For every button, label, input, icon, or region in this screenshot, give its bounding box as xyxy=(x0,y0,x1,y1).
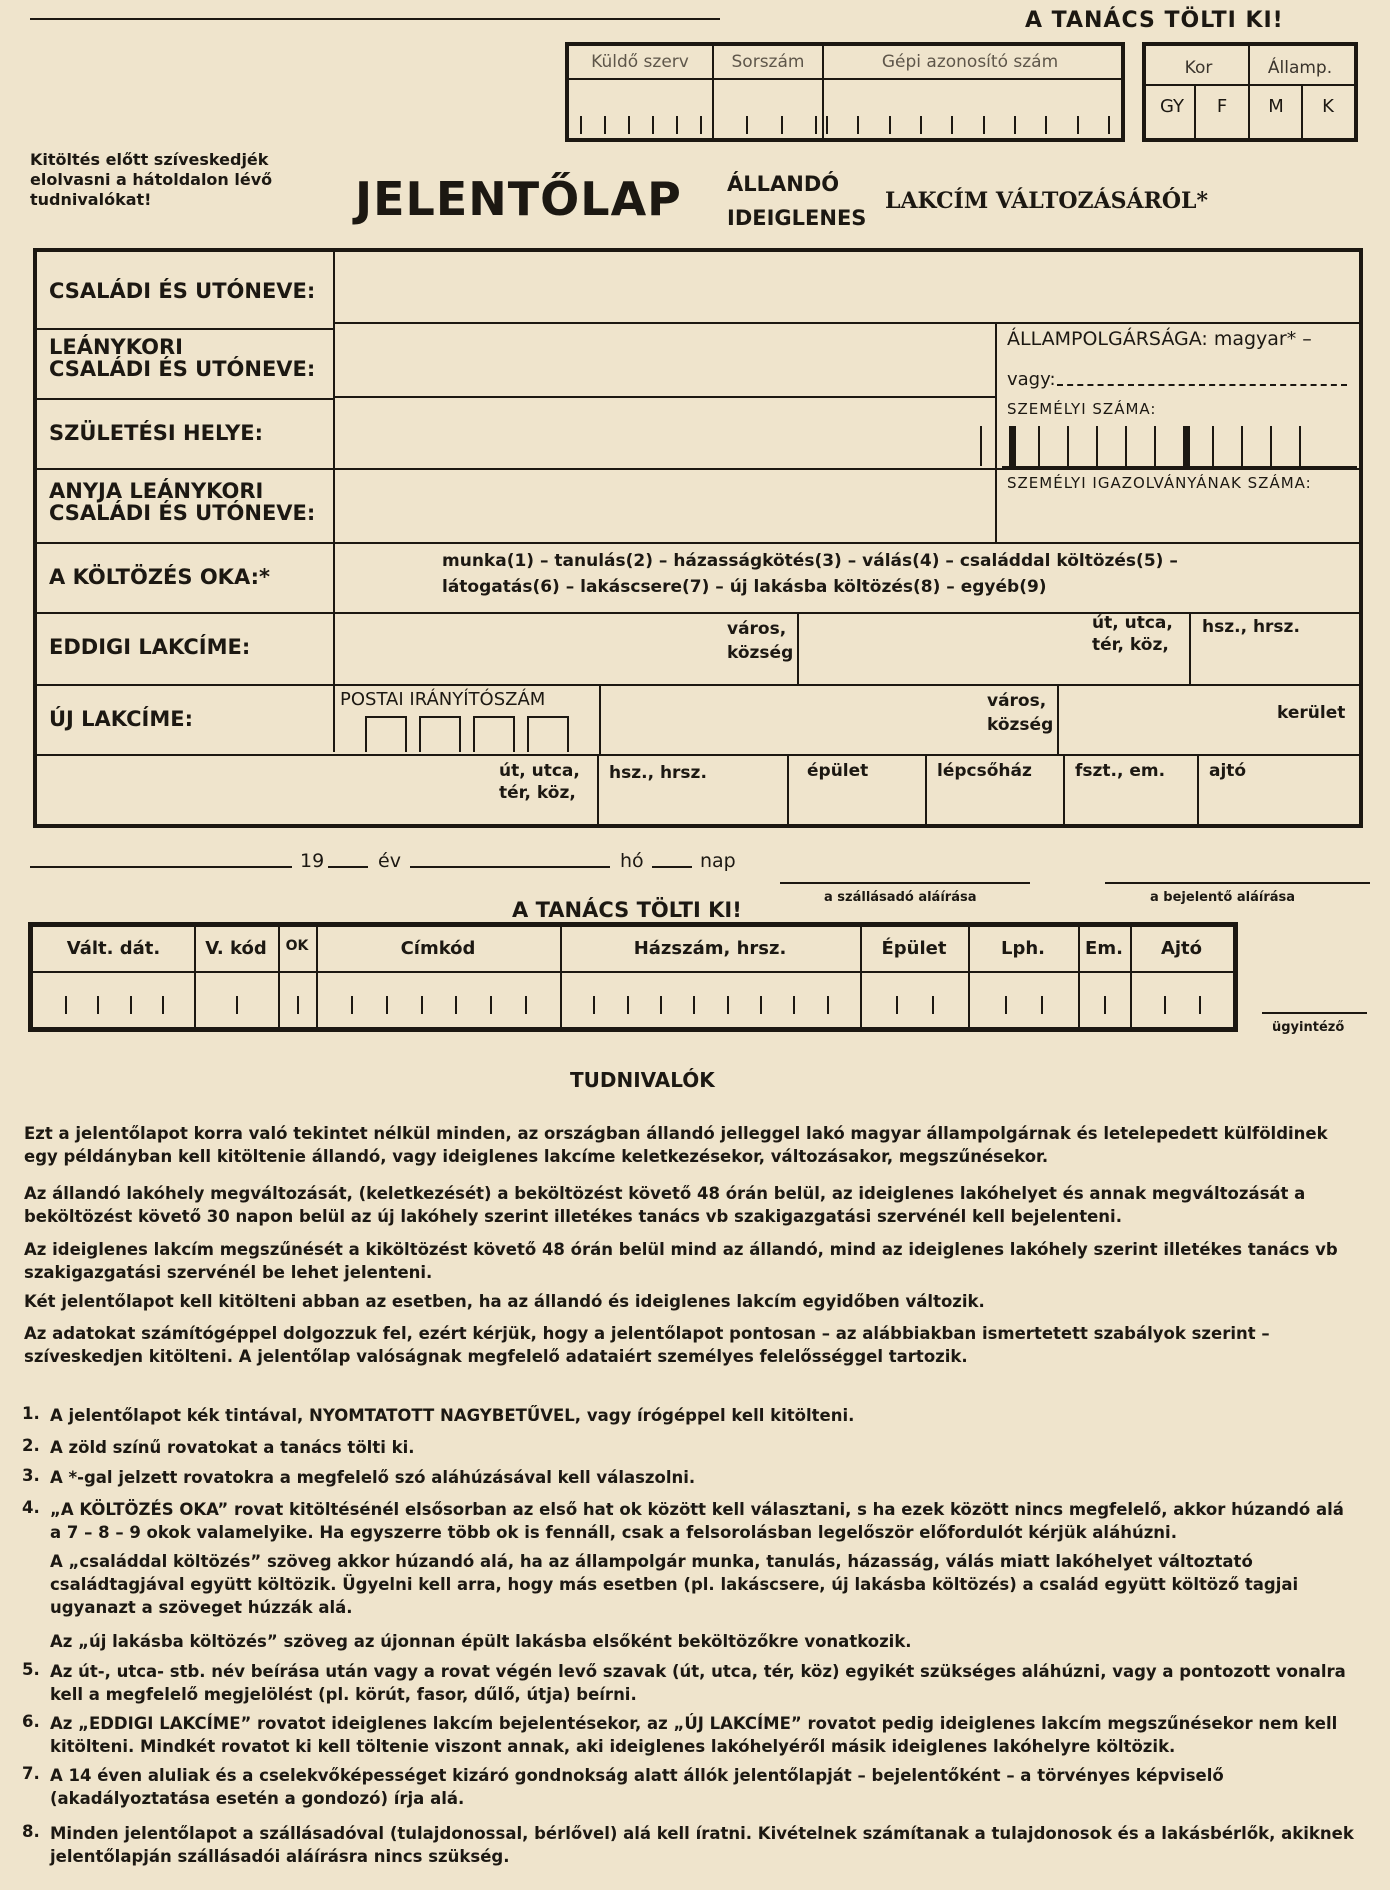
office-tick xyxy=(815,116,817,134)
bottom-col-header: Em. xyxy=(1085,938,1123,959)
bottom-tick xyxy=(490,996,492,1014)
tudnivalo-item: A jelentőlapot kék tintával, NYOMTATOTT NAGYBETŰVEL, vagy írógéppel kell kitölteni. xyxy=(50,1406,855,1425)
item-number: 1. xyxy=(22,1404,40,1423)
gy-label: GY xyxy=(1159,96,1185,117)
item-number: 4. xyxy=(22,1498,40,1517)
k-label: K xyxy=(1322,96,1334,117)
office-tick xyxy=(1077,116,1079,134)
koltozes-oka-label: A KÖLTÖZÉS OKA:* xyxy=(49,565,270,589)
eddigi-ut-1: út, utca, xyxy=(1092,613,1173,633)
uj-label: ÚJ LAKCÍME: xyxy=(49,707,194,731)
title-rest: LAKCÍM VÁLTOZÁSÁRÓL* xyxy=(885,188,1209,214)
szemelyi-tick xyxy=(1212,426,1214,466)
bottom-col-header: Ajtó xyxy=(1160,938,1203,959)
bottom-col-header: OK xyxy=(285,938,309,954)
postal-digit-box[interactable] xyxy=(473,716,515,752)
bottom-tick xyxy=(1005,996,1007,1014)
bottom-tick xyxy=(627,996,629,1014)
bottom-tick xyxy=(896,996,898,1014)
uj-hsz: hsz., hrsz. xyxy=(609,763,707,783)
uj-ut-2: tér, köz, xyxy=(499,783,576,803)
szemelyi-tick xyxy=(980,426,982,466)
bottom-tick xyxy=(932,996,934,1014)
uj-varos-1: város, xyxy=(987,691,1047,711)
szallasado-line xyxy=(780,882,1030,884)
ugyintezo-line xyxy=(1262,1012,1367,1014)
office-tick xyxy=(983,116,985,134)
office-tick xyxy=(781,116,783,134)
bottom-col-header: Épület xyxy=(881,938,947,959)
szemelyi-tick xyxy=(1009,426,1016,466)
eddigi-varos-1: város, xyxy=(727,619,787,639)
office-tick xyxy=(857,116,859,134)
office-tick xyxy=(951,116,953,134)
bottom-tick xyxy=(455,996,457,1014)
office-tick xyxy=(700,116,702,134)
tudnivalo-item: A 14 éven aluliak és a cselekvőképességet kizáró gondnokság alatt állók jelentőlapját – bejelentőként – a törvényes képviselő (akadályoztatása esetén a gondozó) írja alá. xyxy=(50,1766,1224,1808)
bottom-tick xyxy=(236,996,238,1014)
bottom-tick xyxy=(65,996,67,1014)
tudnivalo-paragraph: Az ideiglenes lakcím megszűnését a kiköltözést követő 48 órán belül mind az állandó, mind az ideiglenes lakóhely szerint illetékes tanács vb szakigazgatási szervénél be lehet jelenteni. xyxy=(24,1240,1338,1282)
tudnivalo-item: Az „EDDIGI LAKCÍME” rovatot ideiglenes lakcím bejelentésekor, az „ÚJ LAKCÍME” rovatot pedig ideiglenes lakcím megszűnésekor nem kell kitölteni. Mindkét rovatot ki kell töltenie viszont annak, aki ideiglenes lakóhelyéről másik ideiglenes lakóhelyre költözik. xyxy=(50,1714,1338,1756)
bottom-tick xyxy=(386,996,388,1014)
office-tick xyxy=(652,116,654,134)
kor-box xyxy=(1142,42,1358,142)
bottom-tick xyxy=(660,996,662,1014)
vagy-field[interactable] xyxy=(1057,384,1347,386)
bottom-col-header: V. kód xyxy=(205,938,267,959)
kor-header: Kor xyxy=(1184,58,1213,78)
koltozes-oka-options-1[interactable]: munka(1) – tanulás(2) – házasságkötés(3) – válás(4) – családdal költözés(5) – xyxy=(442,551,1178,571)
office-tick xyxy=(604,116,606,134)
sorszam-header: Sorszám xyxy=(731,52,805,72)
postal-digit-box[interactable] xyxy=(365,716,407,752)
tudnivalo-item: A *-gal jelzett rovatokra a megfelelő szó aláhúzásával kell válaszolni. xyxy=(50,1468,696,1487)
tudnivalo-paragraph: Ezt a jelentőlapot korra való tekintet nélkül minden, az országban állandó jelleggel lakó magyar állampolgárnak és letelepedett külföldinek egy példányban kell kitöltenie állandó, vagy ideiglenes lakcíme keletkezésekor, változásakor, megszűnésekor. xyxy=(24,1124,1328,1166)
szuletesi-label: SZÜLETÉSI HELYE: xyxy=(49,421,264,445)
tudnivalo-paragraph: Az adatokat számítógéppel dolgozzuk fel, ezért kérjük, hogy a jelentőlapot pontosan – az alábbiakban ismertetett szabályok szerint – szíveskedjen kitölteni. A jelentőlap valóságnak megfelelő adataiért személyes felelősséggel tartozik. xyxy=(24,1324,1270,1366)
szallasado-label: a szállásadó aláírása xyxy=(824,890,977,905)
bottom-tick xyxy=(162,996,164,1014)
kerulet-label: kerület xyxy=(1277,703,1346,723)
allamp-header: Államp. xyxy=(1267,58,1333,78)
office-tick xyxy=(889,116,891,134)
szemelyi-tick xyxy=(1125,426,1127,466)
bottom-col-header: Címkód xyxy=(400,938,476,959)
bottom-tick xyxy=(693,996,695,1014)
bottom-tick xyxy=(593,996,595,1014)
main-form xyxy=(33,248,1363,828)
bottom-tick xyxy=(130,996,132,1014)
kuldo-szerv-header: Küldő szerv xyxy=(591,52,689,72)
leanykori-field[interactable] xyxy=(337,326,993,394)
bottom-tick xyxy=(727,996,729,1014)
leanykori-label-1: LEÁNYKORI xyxy=(49,335,183,359)
office-tick xyxy=(746,116,748,134)
eddigi-ut-2: tér, köz, xyxy=(1092,635,1169,655)
szemelyi-tick xyxy=(1183,426,1190,466)
szemelyi-tick xyxy=(1096,426,1098,466)
szemelyi-tick xyxy=(1241,426,1243,466)
szemelyi-tick xyxy=(1067,426,1069,466)
office-tick xyxy=(712,116,714,134)
tudnivalo-item: Minden jelentőlapot a szállásadóval (tulajdonossal, bérlővel) alá kell íratni. Kivételnek számítanak a tulajdonosok és a lakásbérlők, akiknek jelentőlapján szállásadói aláírásra nincs szükség. xyxy=(50,1824,1354,1866)
office-box xyxy=(565,42,1125,142)
bottom-col-header: Vált. dát. xyxy=(66,938,161,959)
bottom-tick xyxy=(421,996,423,1014)
m-label: M xyxy=(1268,96,1284,117)
epulet-label: épület xyxy=(807,761,869,781)
bottom-tick xyxy=(297,996,299,1014)
instruction-note: Kitöltés előtt szíveskedjék elolvasni a hátoldalon lévő tudnivalókat! xyxy=(30,150,273,209)
eddigi-label: EDDIGI LAKCÍME: xyxy=(49,635,251,659)
koltozes-oka-options-2[interactable]: látogatás(6) – lakáscsere(7) – új lakásba költözés(8) – egyéb(9) xyxy=(442,577,1047,597)
tudnivalo-paragraph: Az állandó lakóhely megváltozását, (keletkezését) a beköltözést követő 48 órán belül, az ideiglenes lakóhelyet és annak megváltozását a beköltözést követő 30 napon belül az új lakóhely szerint illetékes tanács vb szakigazgatási szervénél kell bejelenteni. xyxy=(24,1184,1306,1226)
bottom-tick xyxy=(97,996,99,1014)
bottom-tick xyxy=(827,996,829,1014)
ajto-label: ajtó xyxy=(1209,761,1247,781)
office-tick xyxy=(628,116,630,134)
office-tick xyxy=(1045,116,1047,134)
bottom-tick xyxy=(1104,996,1106,1014)
leanykori-label-2: CSALÁDI ÉS UTÓNEVE: xyxy=(49,357,316,381)
item-number: 3. xyxy=(22,1466,40,1485)
vagy-label: vagy: xyxy=(1007,369,1056,390)
bottom-col-header: Házszám, hrsz. xyxy=(633,938,787,959)
date-ho: hó xyxy=(620,850,644,872)
igazolvany-label: SZEMÉLYI IGAZOLVÁNYÁNAK SZÁMA: xyxy=(1007,474,1312,492)
postal-digit-box[interactable] xyxy=(419,716,461,752)
anyja-label-1: ANYJA LEÁNYKORI xyxy=(49,479,264,503)
bottom-tick xyxy=(760,996,762,1014)
bottom-tick xyxy=(525,996,527,1014)
bottom-tick xyxy=(793,996,795,1014)
tudnivalo-item: A zöld színű rovatokat a tanács tölti ki. xyxy=(50,1438,415,1457)
tudnivalok-title: TUDNIVALÓK xyxy=(570,1068,715,1092)
title-ideiglenes: IDEIGLENES xyxy=(727,206,867,230)
anyja-field[interactable] xyxy=(337,472,993,540)
postai-label: POSTAI IRÁNYÍTÓSZÁM xyxy=(340,689,546,710)
eddigi-hsz: hsz., hrsz. xyxy=(1202,617,1300,637)
szemelyi-tick xyxy=(1270,426,1272,466)
tanacs-mid-label: A TANÁCS TÖLTI KI! xyxy=(512,898,742,922)
szuletesi-field[interactable] xyxy=(337,400,993,466)
bottom-tick xyxy=(1164,996,1166,1014)
item-number: 5. xyxy=(22,1660,40,1679)
tanacs-top-label: A TANÁCS TÖLTI KI! xyxy=(1025,8,1284,33)
office-tick xyxy=(580,116,582,134)
fszt-label: fszt., em. xyxy=(1075,761,1166,781)
gepi-header: Gépi azonosító szám xyxy=(881,52,1059,72)
office-tick xyxy=(920,116,922,134)
anyja-label-2: CSALÁDI ÉS UTÓNEVE: xyxy=(49,501,316,525)
allampolgarsag-label: ÁLLAMPOLGÁRSÁGA: magyar* – xyxy=(1007,328,1312,350)
tudnivalo-item: „A KÖLTÖZÉS OKA” rovat kitöltésénél elsősorban az első hat ok között kell választani, s ha ezek között nincs megfelelő, akkor húzandó alá a 7 – 8 – 9 okok valamelyike. Ha egyszerre több ok is fennáll, csak a felsorolásban legelőször előfordulót kérjük aláhúzni. xyxy=(50,1500,1344,1542)
bottom-tick xyxy=(351,996,353,1014)
office-tick xyxy=(676,116,678,134)
szemelyi-szama-label: SZEMÉLYI SZÁMA: xyxy=(1007,400,1157,418)
tudnivalo-paragraph: Két jelentőlapot kell kitölteni abban az esetben, ha az állandó és ideiglenes lakcím egyidőben változik. xyxy=(24,1292,985,1311)
eddigi-varos-2: község xyxy=(727,643,794,663)
csaladi-field[interactable] xyxy=(337,254,1357,320)
date-year-prefix: 19 xyxy=(300,850,325,872)
item-number: 8. xyxy=(22,1822,40,1841)
szemelyi-tick xyxy=(1038,426,1040,466)
office-tick xyxy=(1014,116,1016,134)
f-label: F xyxy=(1216,96,1228,117)
office-tick xyxy=(826,116,828,134)
bottom-col-header: Lph. xyxy=(1000,938,1045,959)
ugyintezo-label: ügyintéző xyxy=(1272,1020,1345,1035)
tudnivalo-item: A „családdal költözés” szöveg akkor húzandó alá, ha az állampolgár munka, tanulás, házasság, válás miatt lakóhelyet változtató családtagjával együtt költözik. Ügyelni kell arra, hogy más esetben (pl. lakáscsere, új lakásba költözés) a család együtt költöző tagjai ugyanazt a szöveget húzzák alá. xyxy=(50,1552,1299,1617)
bejelento-label: a bejelentő aláírása xyxy=(1150,890,1296,905)
date-day-line xyxy=(30,866,292,868)
tudnivalo-item: Az „új lakásba költözés” szöveg az újonnan épült lakásba elsőként beköltözőkre vonatkozik. xyxy=(50,1632,912,1651)
top-rule xyxy=(30,18,720,20)
uj-varos-2: község xyxy=(987,715,1054,735)
item-number: 2. xyxy=(22,1436,40,1455)
office-tick xyxy=(1108,116,1110,134)
bottom-tick xyxy=(1199,996,1201,1014)
bottom-tick xyxy=(1041,996,1043,1014)
item-number: 7. xyxy=(22,1764,40,1783)
csaladi-label: CSALÁDI ÉS UTÓNEVE: xyxy=(49,279,316,303)
szemelyi-tick xyxy=(1299,426,1301,466)
tudnivalo-item: Az út-, utca- stb. név beírása után vagy a rovat végén levő szavak (út, utca, tér, köz) egyikét szükséges aláhúzni, vagy a pontozott vonalra kell a megfelelő megjelölést (pl. körút, fasor, dűlő, útja) beírni. xyxy=(50,1662,1346,1704)
item-number: 6. xyxy=(22,1712,40,1731)
postal-digit-box[interactable] xyxy=(527,716,569,752)
form-title: JELENTŐLAP xyxy=(355,172,682,226)
szemelyi-tick xyxy=(1154,426,1156,466)
date-nap: nap xyxy=(700,850,736,872)
uj-ut-1: út, utca, xyxy=(499,761,580,781)
title-allando: ÁLLANDÓ xyxy=(727,172,840,196)
date-ev: év xyxy=(378,850,401,872)
lepcsohaz-label: lépcsőház xyxy=(937,761,1032,781)
bejelento-line xyxy=(1105,882,1370,884)
